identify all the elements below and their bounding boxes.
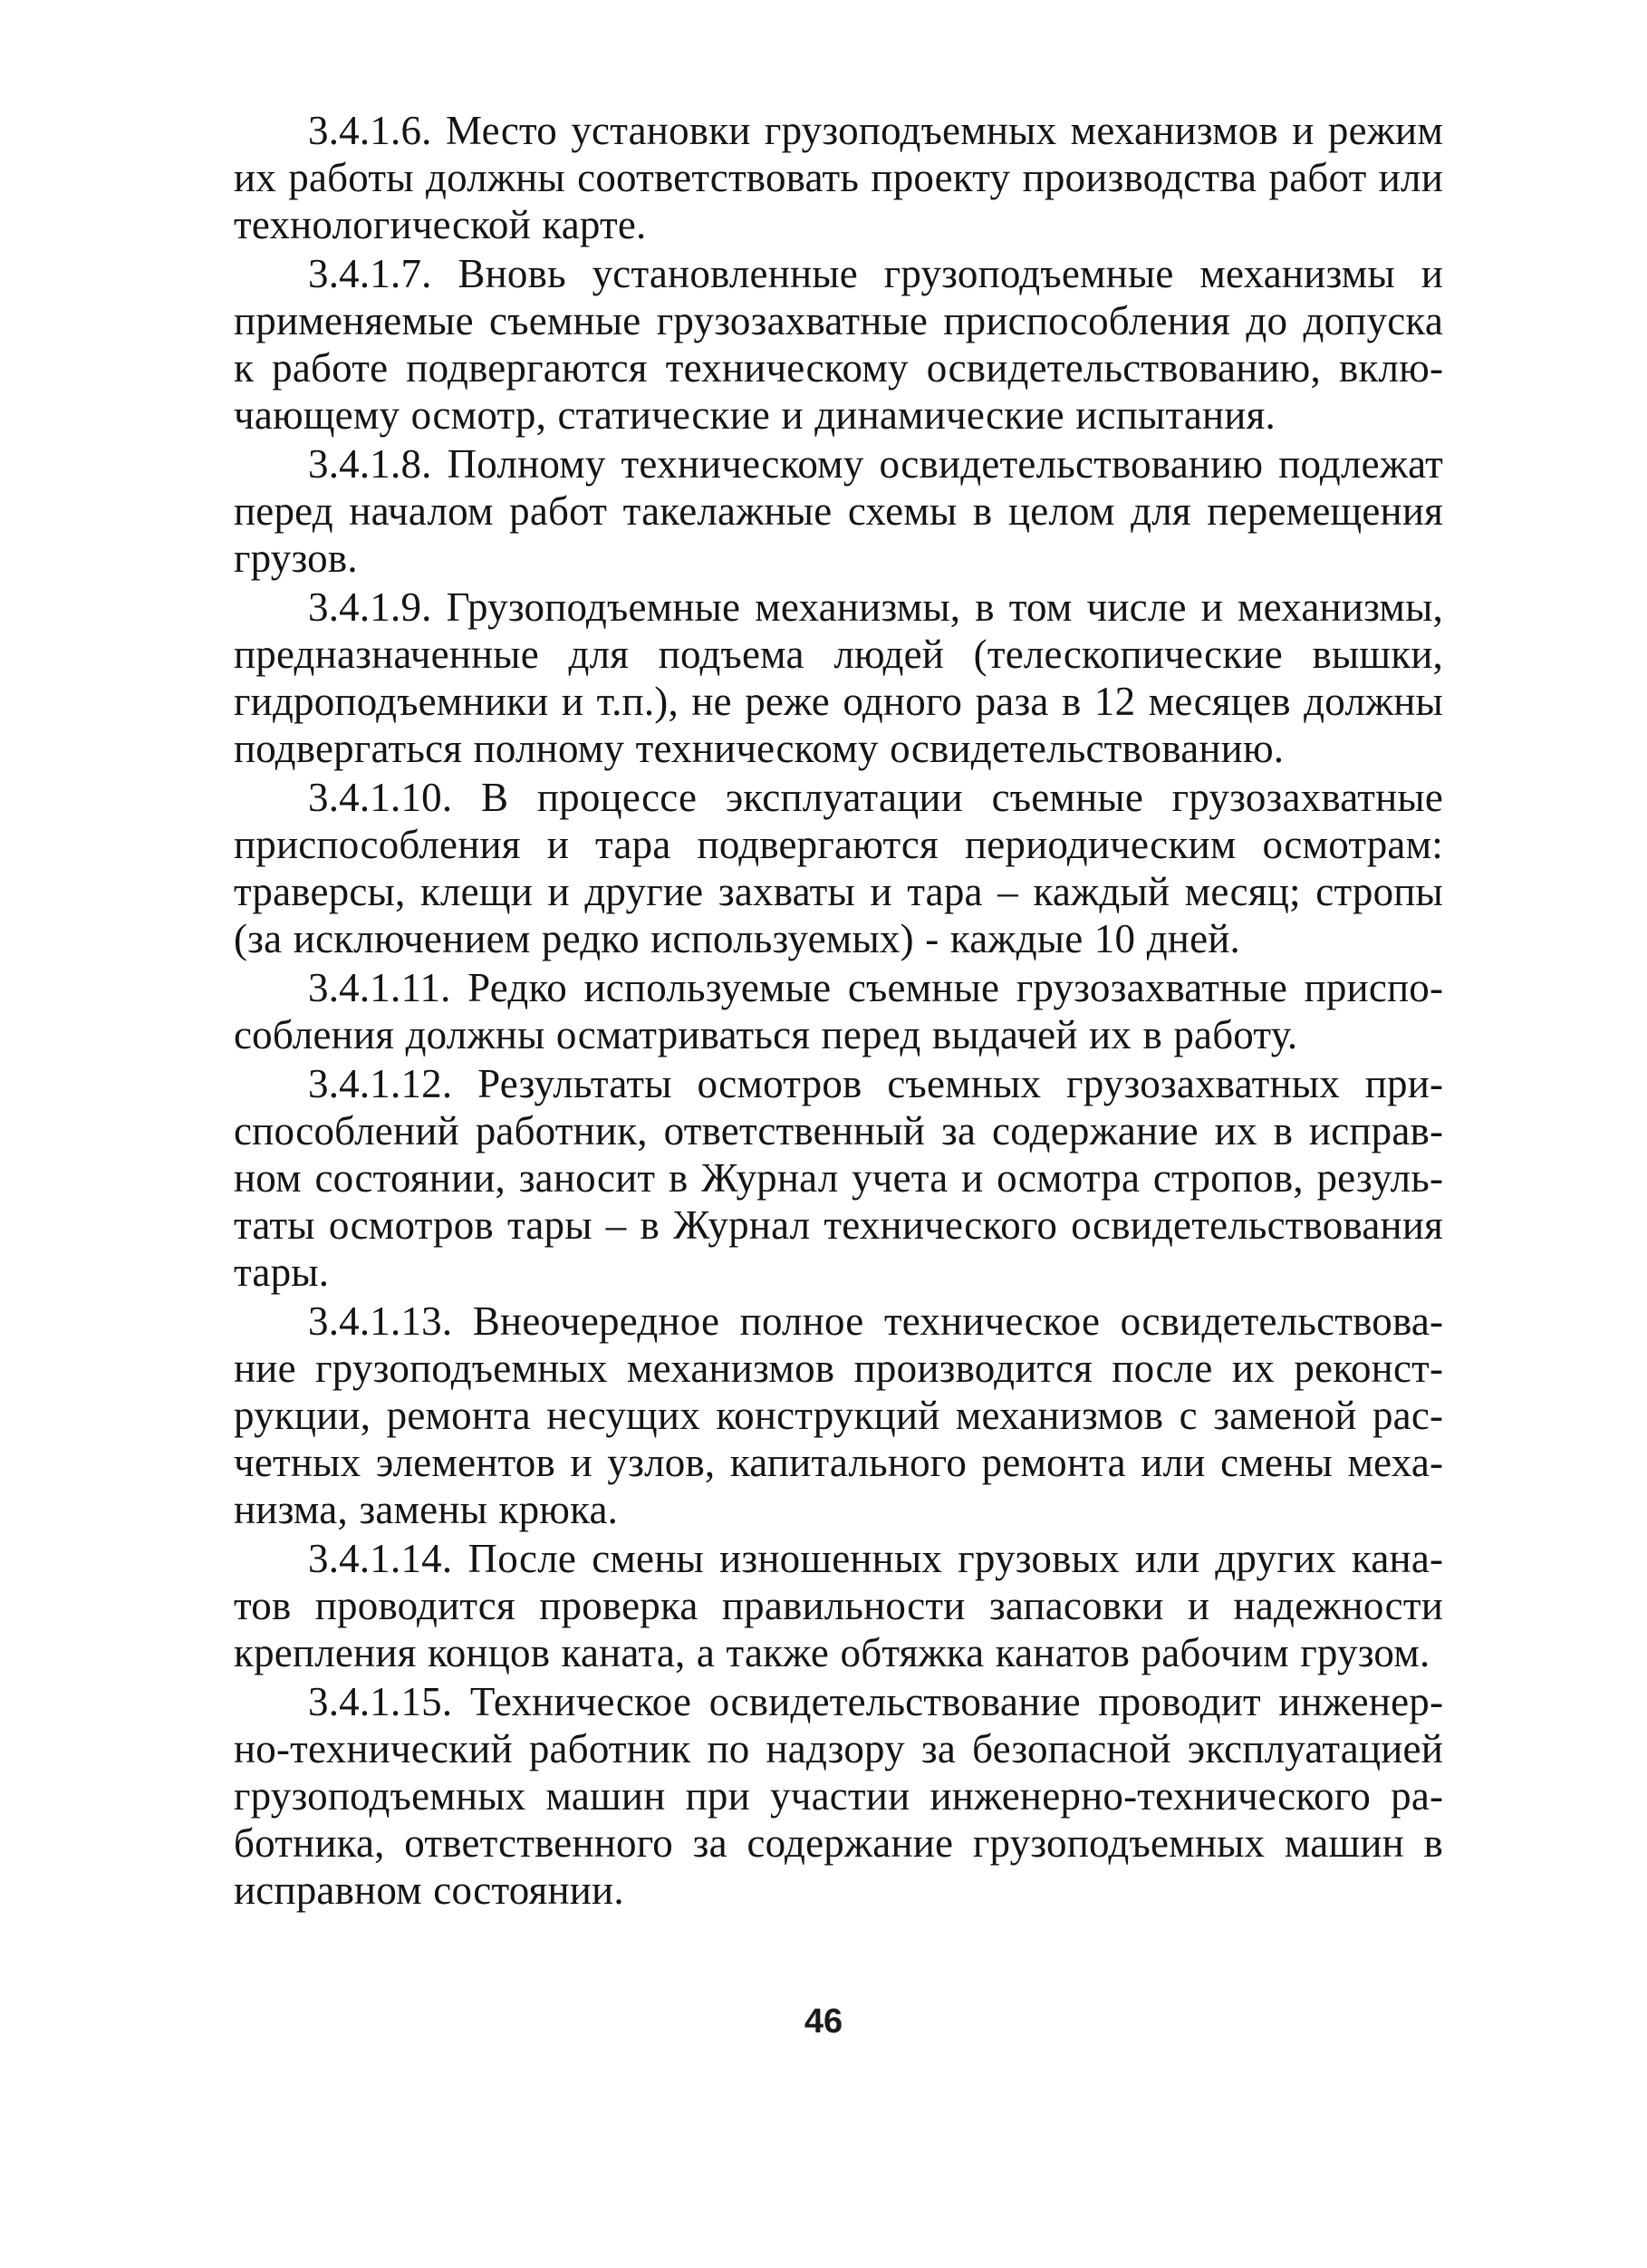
paragraph-number: 3.4.1.12.: [308, 1061, 453, 1106]
paragraph-text: Редко используемые съемные грузозахватные приспособления должны осматриваться перед выдачей их в работу.: [234, 965, 1443, 1057]
paragraph-3-4-1-11: [234, 964, 1443, 1058]
page-number: 46: [804, 2003, 843, 2041]
paragraph-number: 3.4.1.8.: [308, 441, 432, 487]
paragraph-3-4-1-7: [234, 250, 1443, 439]
paragraph-text: Техническое освидетельствование проводит инженерно-технический работник по надзору за безопасной эксплуатацией грузоподъемных машин при участии инженерно-технического работника, ответственного за содержание грузоподъемных машин в исправном состоянии.: [234, 1679, 1444, 1913]
paragraph-text: Вновь установленные грузоподъемные механизмы и применяемые съемные грузозахватные приспособления до допуска к работе подвергаются техническому освидетельствованию, включающему осмотр, статические и динамические испытания.: [234, 251, 1443, 438]
paragraph-number: 3.4.1.7.: [308, 251, 432, 296]
paragraph-number: 3.4.1.6.: [308, 108, 432, 153]
paragraph-text: Полному техническому освидетельствованию подлежат перед началом работ такелажные схемы в целом для перемещения грузов.: [234, 441, 1444, 581]
page-body: [234, 107, 1443, 1916]
paragraph-text: Место установки грузоподъемных механизмов и режим их работы должны соответствовать проекту производства работ или технологической карте.: [234, 108, 1443, 247]
paragraph-text: После смены изношенных грузовых или других канатов проводится проверка правильности запасовки и надежности крепления концов каната, а также обтяжка канатов рабочим грузом.: [234, 1536, 1444, 1675]
paragraph-text: Внеочередное полное техническое освидетельствование грузоподъемных механизмов производится после их реконструкции, ремонта несущих конструкций механизмов с заменой расчетных элементов и узлов, капитального ремонта или смены механизма, замены крюка.: [234, 1298, 1443, 1532]
paragraph-3-4-1-8: [234, 440, 1443, 582]
paragraph-3-4-1-10: [234, 774, 1443, 962]
paragraph-number: 3.4.1.13.: [308, 1298, 453, 1344]
paragraph-number: 3.4.1.14.: [308, 1536, 453, 1581]
paragraph-text: Грузоподъемные механизмы, в том числе и механизмы, предназначенные для подъема людей (телескопические вышки, гидроподъемники и т.п.), не реже одного раза в 12 месяцев должны подвергаться полному техническому освидетельствованию.: [234, 584, 1443, 771]
paragraph-text: В процессе эксплуатации съемные грузозахватные приспособления и тара подвергаются периодическим осмотрам: траверсы, клещи и другие захваты и тара – каждый месяц; стропы (за исключением редко используемых) - каждые 10 дней.: [234, 775, 1444, 961]
paragraph-3-4-1-6: [234, 107, 1443, 248]
paragraph-number: 3.4.1.11.: [308, 965, 451, 1010]
paragraph-3-4-1-14: [234, 1535, 1443, 1676]
paragraph-number: 3.4.1.15.: [308, 1679, 453, 1724]
paragraph-3-4-1-13: [234, 1298, 1443, 1533]
paragraph-number: 3.4.1.10.: [308, 775, 453, 820]
paragraph-3-4-1-9: [234, 584, 1443, 772]
paragraph-3-4-1-15: [234, 1678, 1443, 1914]
paragraph-text: Результаты осмотров съемных грузозахватных приспособлений работник, ответственный за содержание их в исправном состоянии, заносит в Журнал учета и осмотра стропов, результаты осмотров тары – в Журнал технического освидетельствования тары.: [234, 1061, 1443, 1295]
paragraph-3-4-1-12: [234, 1060, 1443, 1296]
paragraph-number: 3.4.1.9.: [308, 584, 432, 630]
